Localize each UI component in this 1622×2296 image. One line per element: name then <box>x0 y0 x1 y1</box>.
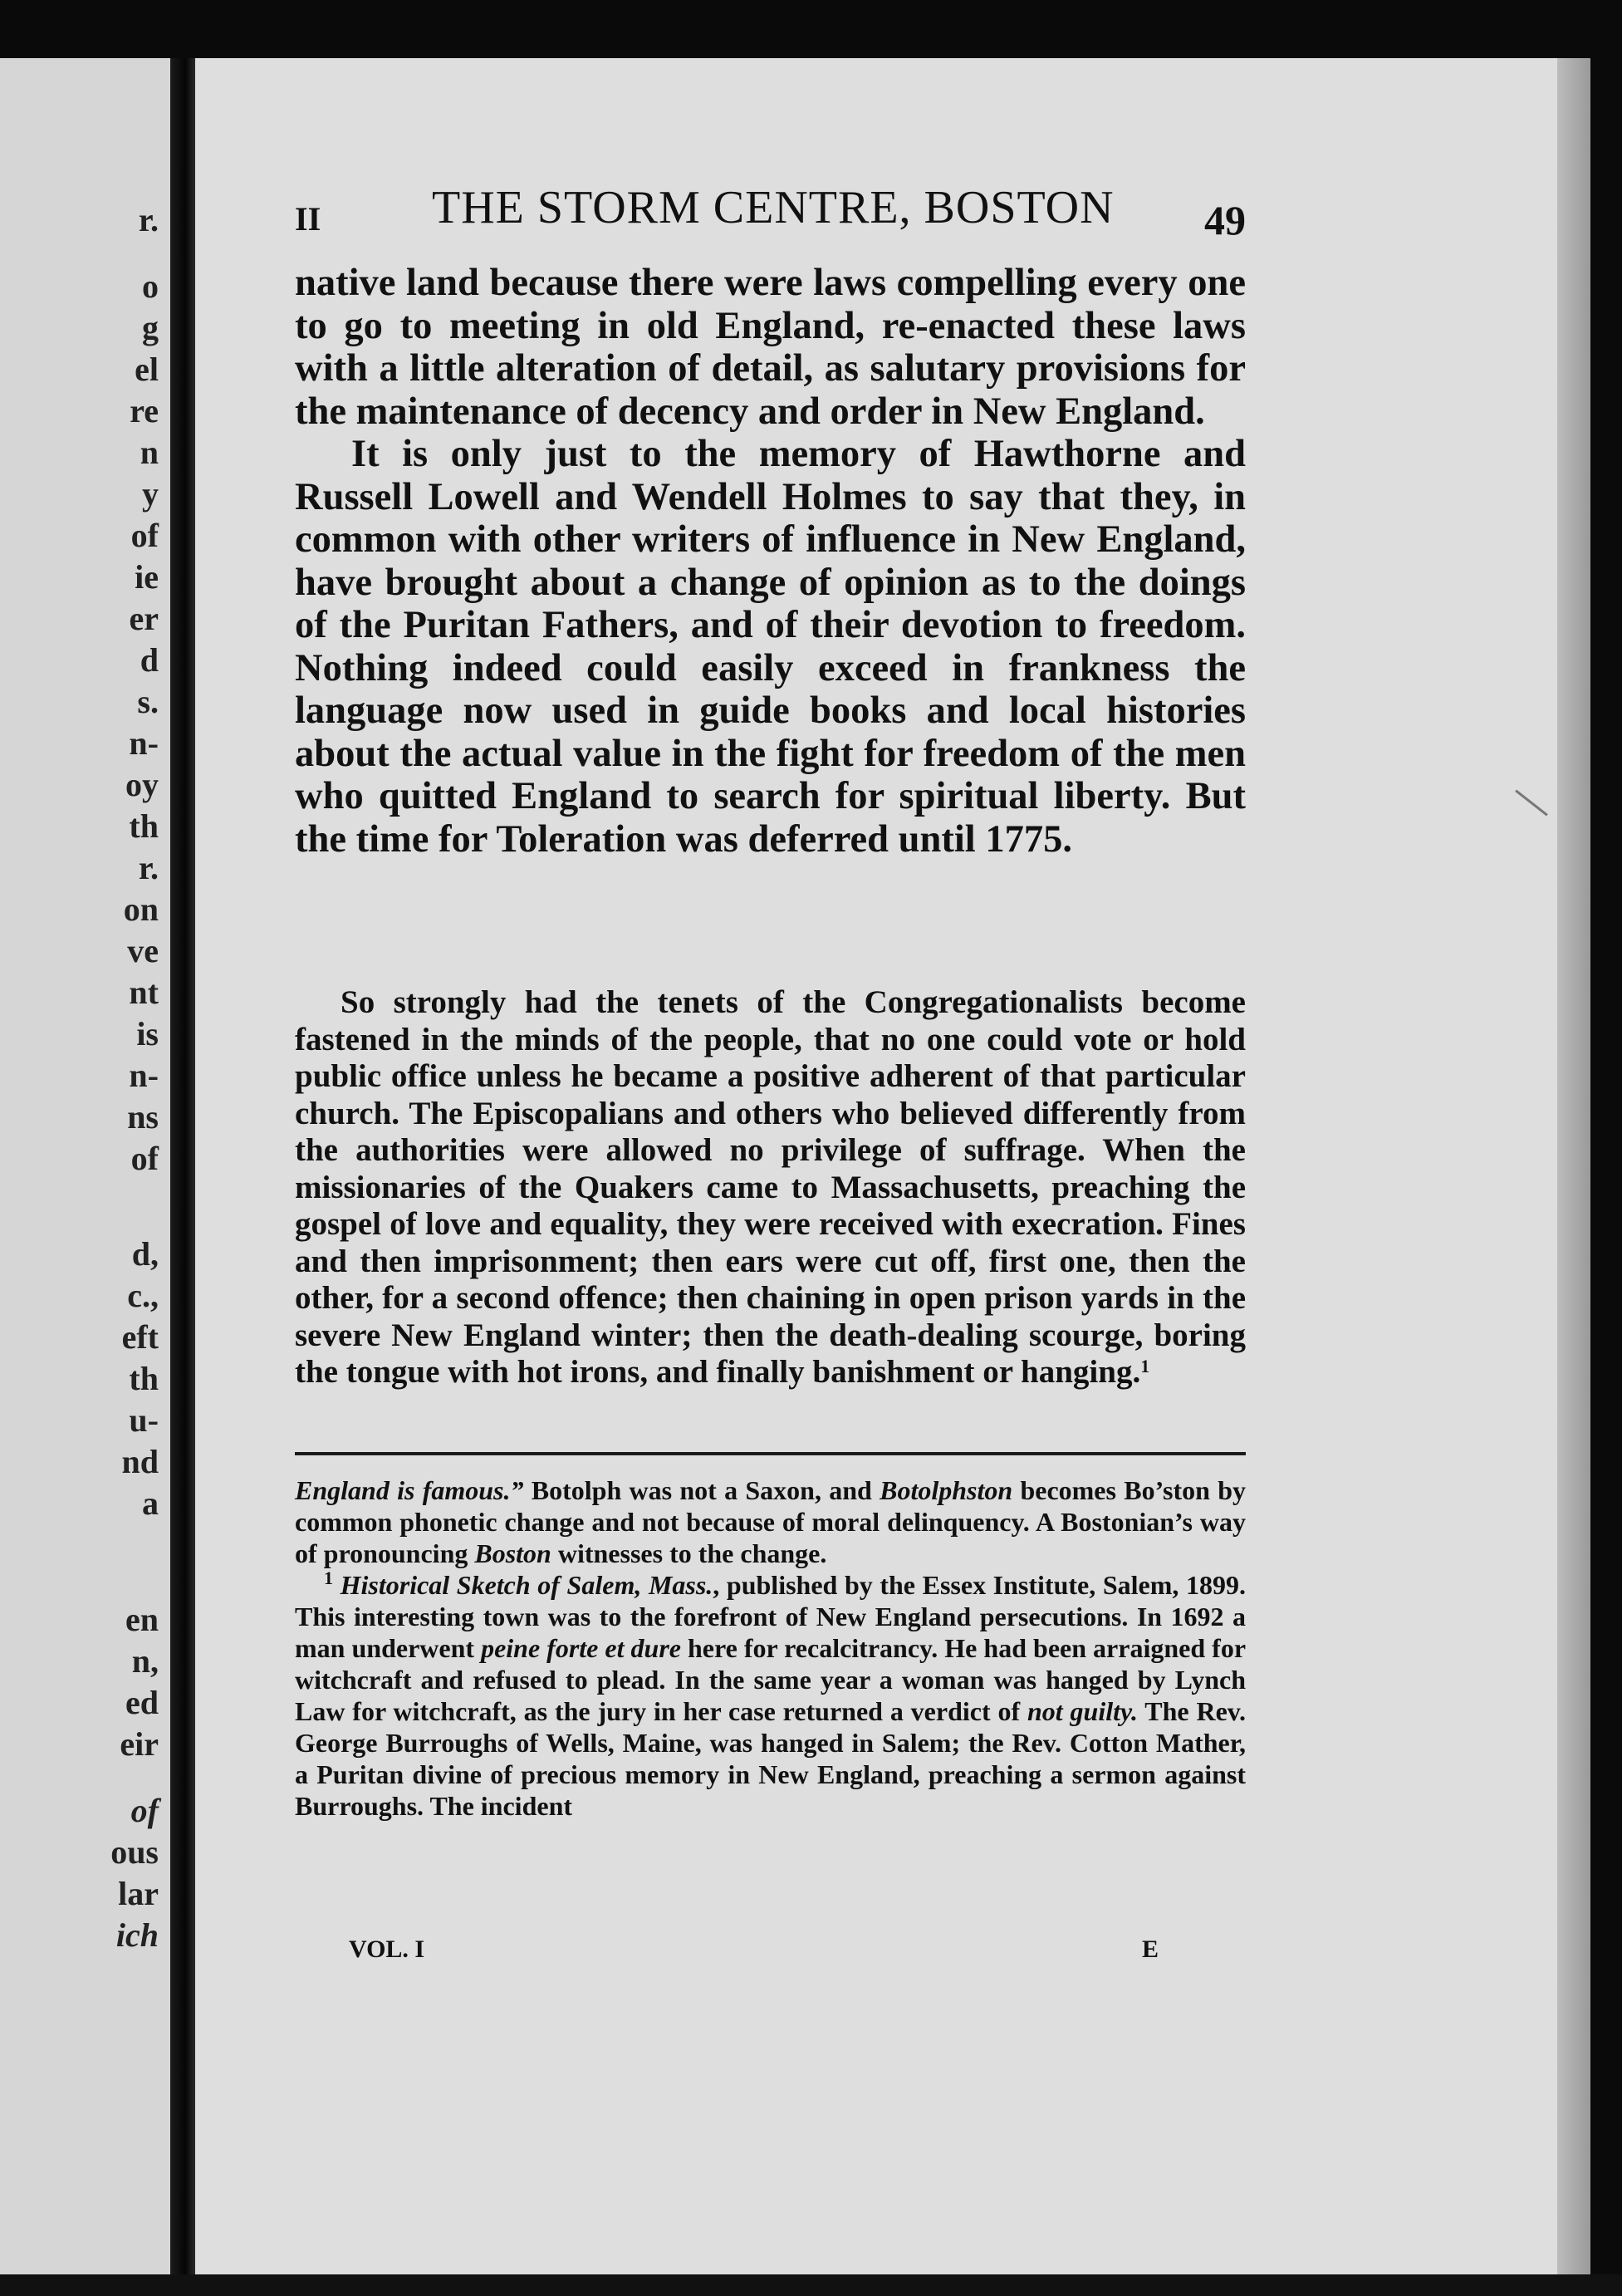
facing-page-fragment: r. <box>138 849 159 886</box>
running-title: THE STORM CENTRE, BOSTON <box>432 182 1115 233</box>
note-italic: Boston <box>474 1538 551 1568</box>
page-edge-shadow <box>1557 58 1590 2274</box>
facing-page-fragment: er <box>129 600 159 637</box>
page-footer <box>295 1935 1246 1969</box>
facing-page-fragment: th <box>129 807 159 845</box>
facing-page-fragment: s. <box>137 683 159 720</box>
note-italic: not guilty. <box>1027 1696 1139 1726</box>
facing-page-fragment: ns <box>127 1098 159 1136</box>
footnote-marker: 1 <box>324 1567 333 1588</box>
facing-page-fragment: ed <box>125 1684 159 1721</box>
note-text: becomes Bo’ston by common phonetic change and not because of moral delinquency. A Bostonian’s way of pronouncing <box>295 1475 1247 1568</box>
left-page-edge <box>0 58 170 2274</box>
note-text: The Rev. George Burroughs of Wells, Maine, was hanged in Salem; the Rev. Cotton Mather, a Puritan divine of precious memory in New England, preaching a sermon against Burroughs. The incident <box>295 1696 1247 1821</box>
facing-page-fragment: ie <box>135 558 159 596</box>
facing-page-fragment: n, <box>131 1642 159 1680</box>
note-text: , published by the Essex Institute, Salem, 1899. This interesting town was to the forefront of New England persecutions. In 1692 a man underwent <box>295 1570 1246 1663</box>
quoted-passage <box>295 984 1246 1391</box>
footnote-ref: 1 <box>1140 1356 1150 1376</box>
facing-page-fragment: nt <box>129 974 159 1011</box>
main-text <box>295 262 1246 861</box>
signature-letter: E <box>1142 1935 1159 1963</box>
note-italic-lead: England is famous.” <box>295 1475 524 1505</box>
facing-page-fragment: of <box>130 1140 159 1177</box>
facing-page-fragment: ve <box>127 932 159 969</box>
facing-page-fragment: nd <box>121 1443 159 1480</box>
scan-border <box>0 2274 1622 2296</box>
book-gutter <box>170 58 195 2274</box>
facing-page-fragment: eft <box>121 1318 159 1356</box>
footnote-1 <box>295 1569 1246 1822</box>
facing-page-fragment: el <box>135 351 159 388</box>
facing-page-fragment: o <box>142 267 159 305</box>
facing-page-fragment: d <box>140 641 159 679</box>
facing-page-fragment: ich <box>115 1916 159 1954</box>
footnote-continued <box>295 1474 1246 1569</box>
note-italic: Botolphston <box>880 1475 1013 1505</box>
facing-page-fragment: g <box>142 309 159 346</box>
facing-page-fragment: is <box>136 1015 159 1052</box>
facing-page-fragment: lar <box>118 1875 159 1912</box>
facing-page-fragment: y <box>142 475 159 513</box>
facing-page-fragment: c., <box>127 1277 159 1314</box>
facing-page-fragment: re <box>130 392 159 429</box>
note-text: Botolph was not a Saxon, and <box>523 1475 880 1505</box>
facing-page-fragment: a <box>142 1484 159 1522</box>
facing-page-fragment: n <box>140 434 159 471</box>
footnote-title: Historical Sketch of Salem, Mass. <box>340 1570 713 1600</box>
facing-page-fragment: n- <box>129 1057 159 1094</box>
running-header <box>295 181 1246 243</box>
facing-page-fragment: n- <box>129 724 159 762</box>
footnote-rule <box>295 1452 1246 1455</box>
paragraph-2: It is only just to the memory of Hawthorne and Russell Lowell and Wendell Holmes to say that they, in common with other writers of influence in New England, have brought about a change of opinion as to the doings of the Puritan Fathers, and of their devotion to freedom. Nothing indeed could easily exceed in frankness the language now used in guide books and local histories about the actual value in the fight for freedom of the men who quitted England to search for spiritual liberty. But the time for Toleration was deferred until 1775. <box>295 433 1246 861</box>
note-text: witnesses to the change. <box>551 1538 827 1568</box>
note-italic: peine forte et dure <box>481 1633 681 1663</box>
facing-page-fragment: u- <box>129 1401 159 1439</box>
footnotes <box>295 1474 1246 1822</box>
facing-page-fragment: en <box>125 1601 159 1638</box>
facing-page-fragment: of <box>130 517 159 554</box>
facing-page-fragment: of <box>130 1792 159 1829</box>
facing-page-fragment: r. <box>138 201 159 238</box>
facing-page-fragment: d, <box>131 1235 159 1273</box>
page-number: 49 <box>1204 197 1246 243</box>
facing-page-fragment: on <box>123 890 159 928</box>
note-text: here for recalcitrancy. He had been arraigned for witchcraft and refused to plead. In the same year a woman was hanged by Lynch Law for witchcraft, as the jury in her case returned a verdict of <box>295 1633 1247 1726</box>
facing-page-fragment: oy <box>125 766 159 803</box>
signature-mark: II <box>295 200 321 238</box>
facing-page-fragment: ous <box>110 1833 159 1871</box>
facing-page-fragment: eir <box>120 1725 159 1763</box>
volume-label: VOL. I <box>349 1935 425 1963</box>
quoted-passage-text: So strongly had the tenets of the Congregationalists become fastened in the minds of the people, that no one could vote or hold public office unless he became a positive adherent of that particular church. The Episcopalians and others who believed differently from the authorities were allowed no privilege of suffrage. When the missionaries of the Quakers came to Massachusetts, preaching the gospel of love and equality, they were received with execration. Fines and then imprisonment; then ears were cut off, first one, then the other, for a second offence; then chaining in open prison yards in the severe New England winter; then the death-dealing scourge, boring the tongue with hot irons, and finally banishment or hanging. <box>295 984 1246 1390</box>
facing-page-fragment: th <box>129 1360 159 1397</box>
paragraph-1: native land because there were laws compelling every one to go to meeting in old England, re-enacted these laws with a little alteration of detail, as salutary provisions for the maintenance of decency and order in New England. <box>295 262 1246 433</box>
